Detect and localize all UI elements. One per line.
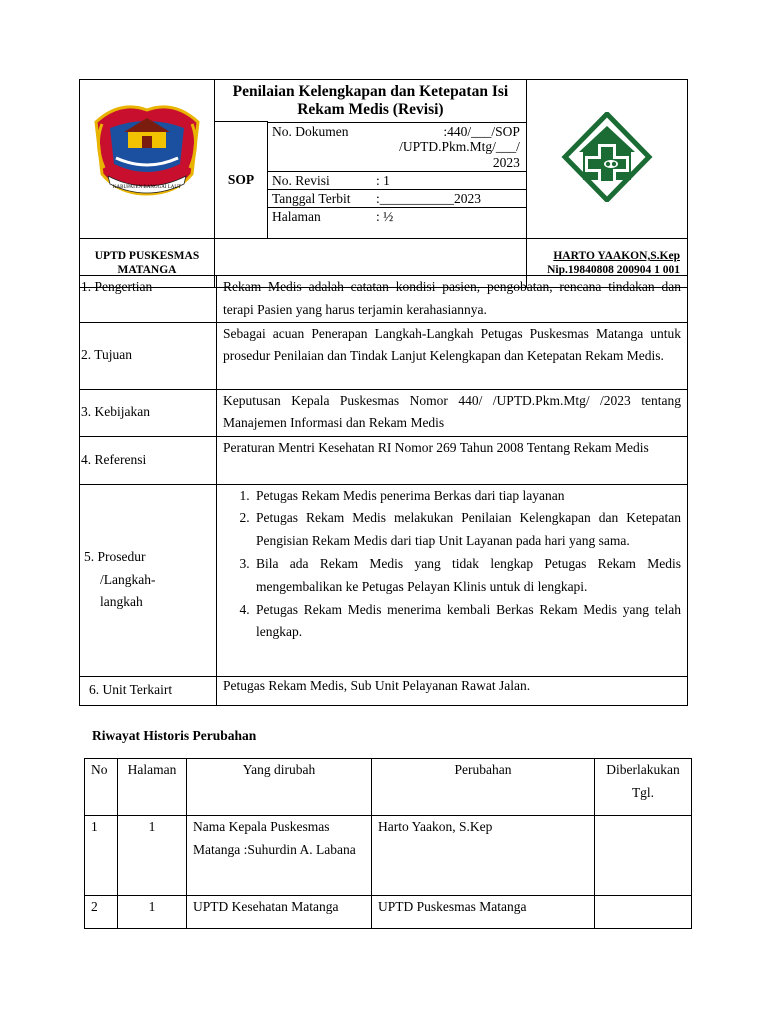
procedure-step: 3. Bila ada Rekam Medis yang tidak lengkap Petugas Rekam Medis mengembalikan ke Petugas Pelayan Klinis untuk di lengkapi. (253, 553, 681, 599)
history-table (84, 758, 692, 929)
section-row (80, 676, 688, 705)
sop-sections-table (79, 275, 688, 706)
section-content: Rekam Medis adalah catatan kondisi pasien, pengobatan, rencana tindakan dan terapi Pasien yang harus terjamin kerahasiannya. (217, 276, 688, 323)
section-row (80, 389, 688, 436)
revision-label: No. Revisi (268, 172, 372, 190)
history-header-row (85, 759, 692, 816)
history-cell: UPTD Kesehatan Matanga (187, 896, 372, 929)
section-row (80, 322, 688, 389)
history-header-cell: Diberlakukan Tgl. (595, 759, 692, 816)
logo-caption-text: KABUPATEN BANGGAI LAUT (112, 185, 182, 190)
history-cell: UPTD Puskesmas Matanga (372, 896, 595, 929)
section-content: Sebagai acuan Penerapan Langkah-Langkah Petugas Puskesmas Matanga untuk prosedur Penilaian dan Tindak Lanjut Kelengkapan dan Ketepatan Rekam Medis. (217, 322, 688, 389)
issue-date-label: Tanggal Terbit (268, 190, 372, 208)
section-label: 4. Referensi (80, 436, 217, 484)
regency-emblem-logo (80, 84, 214, 229)
section-label: 2. Tujuan (80, 322, 217, 389)
procedure-label-line: 5. Prosedur (84, 548, 146, 564)
table-row (85, 896, 692, 929)
history-cell: Harto Yaakon, S.Kep (372, 816, 595, 896)
procedure-steps (217, 484, 688, 676)
sop-label: SOP (215, 122, 268, 239)
history-cell: 1 (85, 816, 118, 896)
history-cell: 2 (85, 896, 118, 929)
revision-value: : 1 (372, 172, 526, 190)
history-header-cell: Perubahan (372, 759, 595, 816)
procedure-label-line: /Langkah- (100, 571, 156, 587)
section-content: Peraturan Mentri Kesehatan RI Nomor 269 Tahun 2008 Tentang Rekam Medis (217, 436, 688, 484)
history-cell: 1 (118, 896, 187, 929)
procedure-step: 4. Petugas Rekam Medis menerima kembali Berkas Rekam Medis yang telah lengkap. (253, 599, 681, 645)
procedure-label-line: langkah (100, 594, 143, 610)
issue-date-value: :___________2023 (372, 190, 526, 208)
procedure-step: 1. Petugas Rekam Medis penerima Berkas dari tiap layanan (253, 485, 681, 508)
section-row (80, 436, 688, 484)
history-header-cell: Halaman (118, 759, 187, 816)
history-cell: 1 (118, 816, 187, 896)
procedure-step: 2. Petugas Rekam Medis melakukan Penilaian Kelengkapan dan Ketepatan Pengisian Rekam Medis dari tiap Unit Layanan pada hari yang sama. (253, 507, 681, 553)
section-row (80, 276, 688, 323)
section-row (80, 484, 688, 676)
sop-header-table (79, 79, 688, 288)
history-header-cell: No (85, 759, 118, 816)
doc-meta-block (215, 121, 526, 238)
meta-table (268, 122, 526, 239)
regency-logo-cell (80, 80, 215, 239)
section-label: 6. Unit Terkairt (80, 676, 217, 705)
history-cell (595, 896, 692, 929)
section-content: Keputusan Kepala Puskesmas Nomor 440/ /UPTD.Pkm.Mtg/ /2023 tentang Manajemen Informasi dan Rekam Medis (217, 389, 688, 436)
document-title: Penilaian Kelengkapan dan Ketepatan Isi Rekam Medis (Revisi) (232, 83, 509, 118)
table-row (85, 816, 692, 896)
signer-name: HARTO YAAKON,S.Kep (553, 250, 680, 262)
page-label: Halaman (268, 208, 372, 239)
section-label: 3. Kebijakan (80, 389, 217, 436)
puskesmas-logo-cell (526, 80, 687, 239)
section-label: 1. Pengertian (80, 276, 217, 323)
section-label-procedure (80, 484, 217, 676)
org-name: UPTD PUSKESMAS MATANGA (94, 250, 200, 276)
history-title: Riwayat Historis Perubahan (92, 728, 257, 743)
history-cell: Nama Kepala Puskesmas Matanga :Suhurdin A. Labana (187, 816, 372, 896)
signer-nip: Nip.19840808 200904 1 001 (547, 264, 680, 276)
history-header-cell: Yang dirubah (187, 759, 372, 816)
page-value: : ½ (372, 208, 526, 239)
header-center-cell (215, 80, 527, 239)
doc-number-label: No. Dokumen (268, 122, 372, 172)
puskesmas-logo (561, 112, 653, 202)
history-cell (595, 816, 692, 896)
section-content: Petugas Rekam Medis, Sub Unit Pelayanan Rawat Jalan. (217, 676, 688, 705)
doc-number-value: :440/___/SOP /UPTD.Pkm.Mtg/___/ 2023 (372, 122, 526, 172)
